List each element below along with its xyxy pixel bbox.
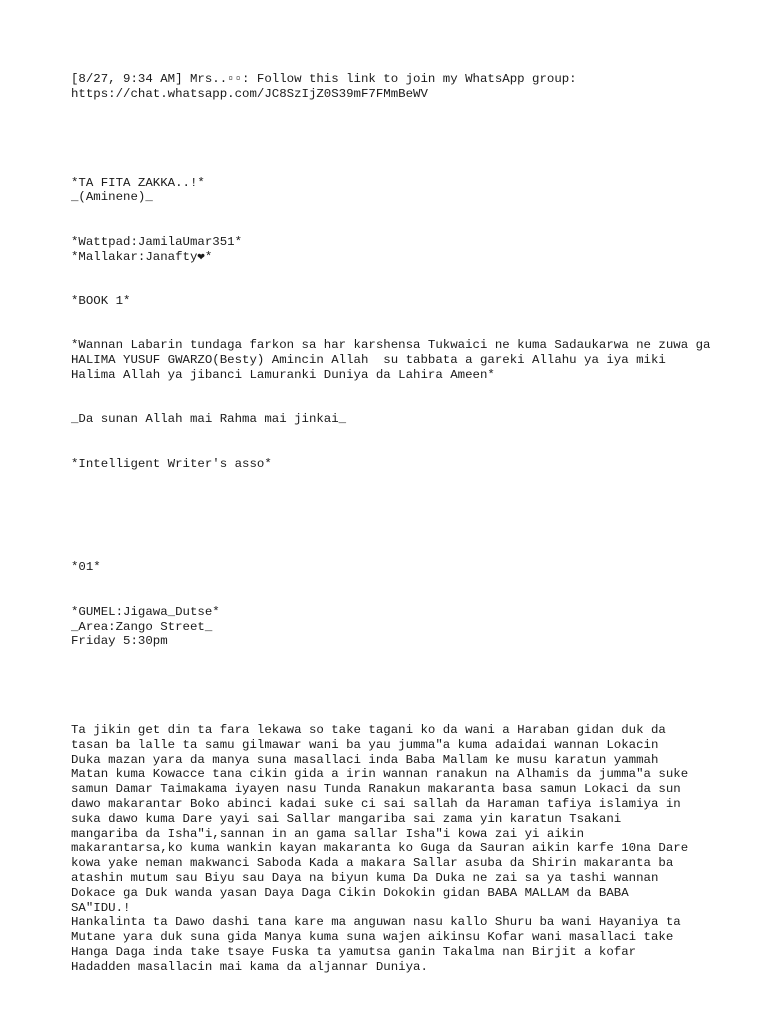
whatsapp-group-link[interactable]: https://chat.whatsapp.com/JC8SzIjZ0S39mF7FMmBeWV — [71, 86, 428, 101]
body-paragraph-2 — [71, 915, 711, 974]
body-line: samun Damar Taimakama iyayen nasu Tunda Ranakun makaranta basa samun Lokaci da sun — [71, 782, 681, 797]
chapter-number: *01* — [71, 560, 101, 575]
body-line: SA"IDU.! — [71, 900, 131, 915]
invocation-line: _Da sunan Allah mai Rahma mai jinkai_ — [71, 412, 347, 427]
whatsapp-message-header: [8/27, 9:34 AM] Mrs..▫▫: Follow this link to join my WhatsApp group: — [71, 72, 577, 86]
body-line: Mutane yara duk suna gida Manya kuma suna wajen aikinsu Kofar wani masallaci take — [71, 930, 674, 945]
author-credit: *Mallakar:Janafty❤* — [71, 249, 213, 264]
body-paragraph-1 — [71, 723, 711, 915]
body-line: Duka mazan yara da manya suna masallaci inda Baba Mallam ke musu karatun yammah — [71, 752, 659, 767]
body-line: makarantarsa,ko kuma wankin kayan makaranta ko Guga da Sauran aikin karfe 10na Dare — [71, 841, 689, 856]
body-line: Dokace ga Duk wanda yasan Daya Daga Cikin Dokokin gidan BABA MALLAM da BABA — [71, 885, 629, 900]
story-subtitle: _(Aminene)_ — [71, 190, 153, 205]
body-line: atashin mutum sau Biyu sau Daya na biyun kuma Da Duka ne zai sa ya tashi wannan — [71, 871, 659, 886]
chapter-area: _Area:Zango Street_ — [71, 619, 213, 634]
body-line: Hanga Daga inda take tsaye Fuska ta yamutsa ganin Takalma nan Birjit a kofar — [71, 945, 637, 960]
body-line: Hadadden masallacin mai kama da aljannar Duniya. — [71, 959, 428, 974]
document-page — [71, 72, 718, 975]
body-line: Matan kuma Kowacce tana cikin gida a irin wannan ranakun na Alhamis da jumma"a suke — [71, 767, 689, 782]
body-line: Ta jikin get din ta fara lekawa so take tagani ko da wani a Haraban gidan duk da — [71, 723, 666, 738]
association-line: *Intelligent Writer's asso* — [71, 456, 272, 471]
chapter-location: *GUMEL:Jigawa_Dutse* — [71, 604, 220, 619]
dedication-paragraph: *Wannan Labarin tundaga farkon sa har karshensa Tukwaici ne kuma Sadaukarwa ne zuwa ga HALIMA YUSUF GWARZO(Besty) Amincin Allah su tabbata a gareki Allahu ya iya miki Halima Allah ya jibanci Lamuranki Duniya da Lahira Ameen* — [71, 338, 718, 382]
wattpad-credit: *Wattpad:JamilaUmar351* — [71, 234, 243, 249]
book-label: *BOOK 1* — [71, 293, 131, 308]
body-line: tasan ba lalle ta samu gilmawar wani ba yau jumma"a kuma adaidai wannan Lokacin — [71, 737, 659, 752]
body-line: mangariba da Isha"i,sannan in an gama sallar Isha"i kowa zai yi aikin — [71, 826, 585, 841]
chapter-time: Friday 5:30pm — [71, 634, 168, 649]
story-title: *TA FITA ZAKKA..!* — [71, 175, 205, 190]
body-line: kowa yake neman makwanci Saboda Kada a makara Sallar asuba da Shirin makaranta ba — [71, 856, 674, 871]
body-line: dawo makarantar Boko abinci kadai suke ci sai sallah da Haraman tafiya islamiya in — [71, 797, 681, 812]
body-line: Hankalinta ta Dawo dashi tana kare ma anguwan nasu kallo Shuru ba wani Hayaniya ta — [71, 915, 681, 930]
body-line: suka dawo kuma Dare yayi sai Sallar mangariba sai zama yin karatun Tsakani — [71, 811, 622, 826]
